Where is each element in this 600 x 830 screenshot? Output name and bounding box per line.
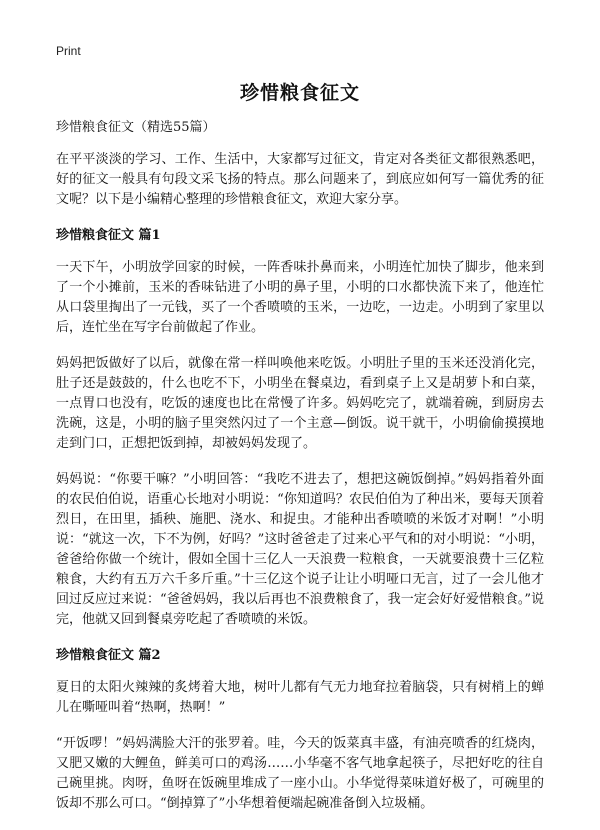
document-subtitle: 珍惜粮食征文（精选55篇） bbox=[56, 120, 216, 135]
section-2-paragraph-1: 夏日的太阳火辣辣的炙烤着大地，树叶儿都有气无力地耷拉着脑袋，只有树梢上的蝉儿在嘶哑叫着“热啊，热啊！” bbox=[56, 680, 544, 715]
section-2-paragraph-2: “开饭啰！”妈妈满脸大汗的张罗着。哇，今天的饭菜真丰盛，有油亮喷香的红烧肉，又肥又嫩的大鲤鱼，鲜美可口的鸡汤……小华毫不客气地拿起筷子，尽把好吃的往自己碗里挑。肉呀，鱼呀在饭碗里堆成了一座小山。小华觉得菜味道好极了，可碗里的饭却不那么可口。“倒掉算了”小华想着便端起碗准备倒入垃圾桶。 bbox=[56, 736, 544, 811]
print-link[interactable]: Print bbox=[56, 44, 81, 58]
section-1-paragraph-1: 一天下午，小明放学回家的时候，一阵香味扑鼻而来，小明连忙加快了脚步，他来到了一个小摊前，玉米的香味钻进了小明的鼻子里，小明的口水都快流下来了，他连忙从口袋里掏出了一元钱，买了一个香喷喷的玉米，一边吃，一边走。小明到了家里以后，连忙坐在写字台前做起了作业。 bbox=[56, 260, 544, 335]
section-heading: 珍惜粮食征文 篇2 bbox=[56, 648, 161, 663]
section-1-paragraph-3: 妈妈说：“你要干嘛？”小明回答：“我吃不进去了，想把这碗饭倒掉。”妈妈指着外面的农民伯伯说，语重心长地对小明说：“你知道吗？农民伯伯为了种出米，要每天顶着烈日，在田里，插秧、施肥、浇水、和捉虫。才能种出香喷喷的米饭才对啊！”小明说：“就这一次，下不为例，好吗？”这时爸爸走了过来心平气和的对小明说：“小明，爸爸给你做一个统计，假如全国十三亿人一天浪费一粒粮食，一天就要浪费十三亿粒粮食，大约有五万六千多斤重。”十三亿这个说子让让小明哑口无言，过了一会儿他才回过反应过来说：“爸爸妈妈，我以后再也不浪费粮食了，我一定会好好爱惜粮食。”说完，他就又回到餐桌旁吃起了香喷喷的米饭。 bbox=[56, 472, 544, 627]
document-body bbox=[56, 118, 544, 830]
document-title: 珍惜粮食征文 bbox=[239, 82, 360, 104]
section-2 bbox=[56, 646, 544, 814]
section-1 bbox=[56, 226, 544, 630]
intro-paragraph: 在平平淡淡的学习、工作、生活中，大家都写过征文，肯定对各类征文都很熟悉吧，好的征文一般具有句段文采飞扬的特点。那么问题来了，到底应如何写一篇优秀的征文呢？以下是小编精心整理的珍惜粮食征文，欢迎大家分享。 bbox=[56, 152, 544, 207]
section-heading: 珍惜粮食征文 篇1 bbox=[56, 228, 161, 243]
section-1-paragraph-2: 妈妈把饭做好了以后，就像在常一样叫唤他来吃饭。小明肚子里的玉米还没消化完，肚子还是鼓鼓的，什么也吃不下，小明坐在餐桌边，看到桌子上又是胡萝卜和白菜，一点胃口也没有，吃饭的速度也比在常慢了许多。妈妈吃完了，就端着碗，到厨房去洗碗，这是，小明的脑子里突然闪过了一个主意—倒饭。说干就干，小明偷偷摸摸地走到门口，正想把饭到掉，却被妈妈发现了。 bbox=[56, 356, 544, 451]
